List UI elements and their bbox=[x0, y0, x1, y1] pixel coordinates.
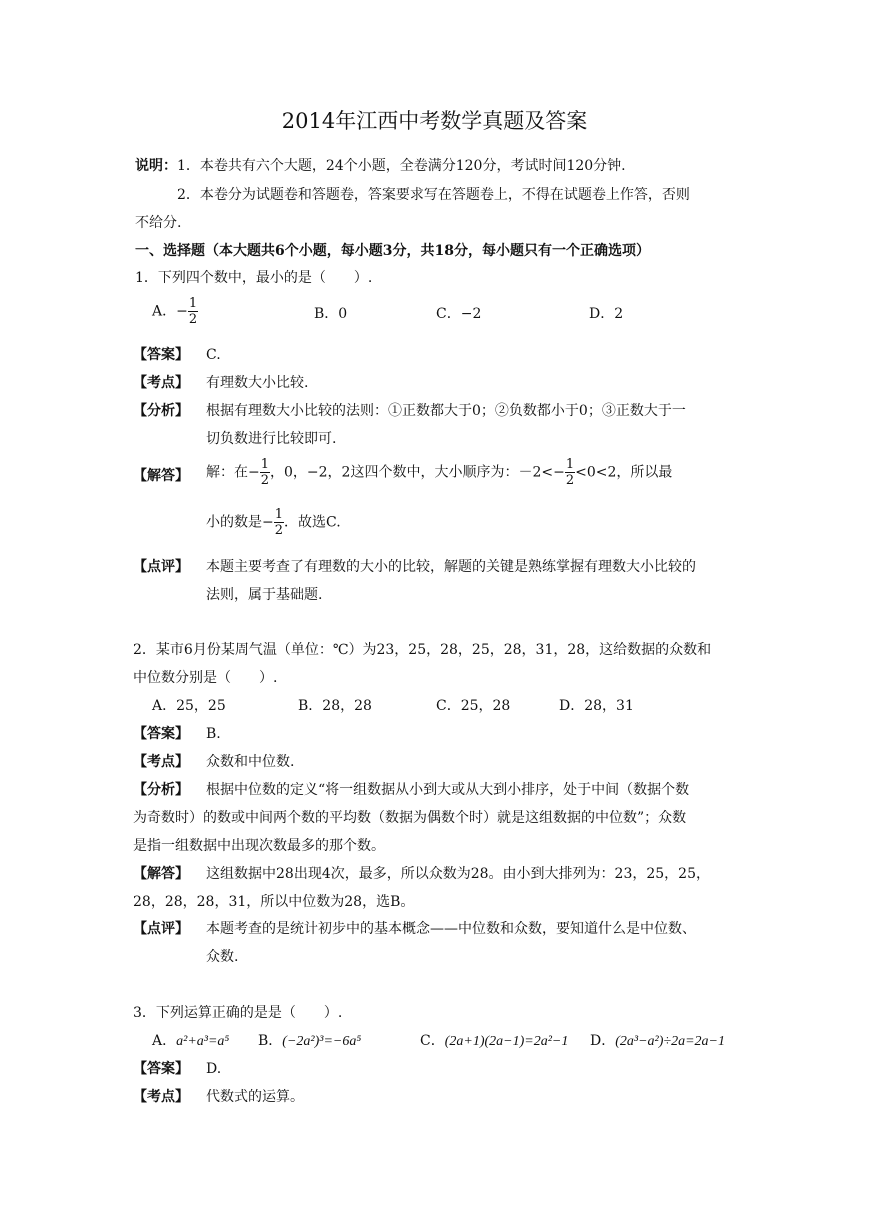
q1-answer: C. bbox=[206, 347, 221, 363]
q3-option-b-math: (−2a²)³=−6a⁵ bbox=[282, 1034, 362, 1049]
q1-stem: 1．下列四个数中，最小的是（ ）. bbox=[135, 270, 373, 286]
q2-point: 众数和中位数. bbox=[206, 754, 295, 770]
fraction-half: $\frac{1}{2}$ bbox=[565, 457, 575, 488]
q3-answer: D. bbox=[206, 1061, 222, 1077]
fraction-half: $\frac{1}{2}$ bbox=[260, 457, 270, 488]
q2-analysis-line-3: 是指一组数据中出现次数最多的那个数。 bbox=[133, 838, 385, 854]
q3-point-label: 【考点】 bbox=[133, 1089, 189, 1105]
q1-solution-line-1: 解：在− $\frac{1}{2}$ ，0，−2，2这四个数中，大小顺序为：－2<− $\frac{1}{2}$ <0<2，所以最 bbox=[206, 457, 673, 488]
q1-solution-line-2: 小的数是− $\frac{1}{2}$ ．故选C. bbox=[206, 507, 341, 538]
q2-solution-line-2: 28，28，28，31，所以中位数为28，选B。 bbox=[133, 894, 415, 910]
q3-option-c: C．(2a+1)(2a−1)=2a²−1 bbox=[420, 1033, 569, 1049]
q1-option-d: D．2 bbox=[589, 306, 624, 322]
fraction-numerator: 1 bbox=[188, 296, 198, 311]
q3-option-d: D．(2a³−a²)÷2a=2a−1 bbox=[590, 1033, 725, 1049]
notes-line-1 bbox=[135, 157, 626, 175]
q2-answer: B. bbox=[206, 726, 221, 742]
q2-answer-label: 【答案】 bbox=[133, 726, 189, 742]
q1-comment-line-2: 法则，属于基础题. bbox=[206, 587, 323, 603]
q2-point-label: 【考点】 bbox=[133, 754, 189, 770]
q1-comment-line-1: 本题主要考查了有理数的大小的比较，解题的关键是熟练掌握有理数大小比较的 bbox=[206, 559, 696, 575]
q2-option-c: C．25，28 bbox=[436, 698, 511, 714]
q3-option-b: B．(−2a²)³=−6a⁵ bbox=[258, 1033, 362, 1049]
q1-point: 有理数大小比较. bbox=[206, 375, 309, 391]
q3-option-c-math: (2a+1)(2a−1)=2a²−1 bbox=[444, 1034, 569, 1049]
note-1: 1．本卷共有六个大题，24个小题，全卷满分120分，考试时间120分钟. bbox=[177, 158, 626, 174]
q1-analysis-label: 【分析】 bbox=[133, 403, 189, 419]
q2-comment-line-1: 本题考查的是统计初步中的基本概念——中位数和众数，要知道什么是中位数、 bbox=[206, 921, 696, 937]
q3-option-a-math: a²+a³=a⁵ bbox=[176, 1034, 230, 1049]
q2-option-a: A．25，25 bbox=[152, 698, 226, 714]
q3-stem: 3．下列运算正确的是是（ ）. bbox=[133, 1005, 343, 1021]
q1-point-label: 【考点】 bbox=[133, 375, 189, 391]
q1-option-c: C．−2 bbox=[436, 306, 482, 322]
q3-option-a: A．a²+a³=a⁵ bbox=[152, 1033, 230, 1049]
q2-solution-line-1: 这组数据中28出现4次，最多，所以众数为28。由小到大排列为：23，25，25， bbox=[206, 866, 710, 882]
q2-analysis-line-1: 根据中位数的定义“将一组数据从小到大或从大到小排序，处于中间（数据个数 bbox=[206, 782, 690, 798]
q1-analysis-line-1: 根据有理数大小比较的法则：①正数都大于0；②负数都小于0；③正数大于一 bbox=[206, 403, 686, 419]
q2-stem-line-1: 2．某市6月份某周气温（单位：℃）为23，25，28，25，28，31，28，这给数据的众数和 bbox=[133, 642, 712, 658]
q2-analysis-line-2: 为奇数时）的数或中间两个数的平均数（数据为偶数个时）就是这组数据的中位数”；众数 bbox=[133, 810, 687, 826]
q2-analysis-label: 【分析】 bbox=[133, 782, 189, 798]
q2-stem-line-2: 中位数分别是（ ）. bbox=[133, 670, 278, 686]
q1-solution-label: 【解答】 bbox=[133, 468, 189, 484]
document-title: 2014年江西中考数学真题及答案 bbox=[281, 109, 588, 133]
q1-option-a-prefix: A．− bbox=[152, 303, 188, 320]
fraction-denominator: 2 bbox=[188, 312, 198, 327]
q1-answer-label: 【答案】 bbox=[133, 347, 189, 363]
note-2a: 2．本卷分为试题卷和答题卷，答案要求写在答题卷上，不得在试题卷上作答，否则 bbox=[177, 187, 690, 203]
q1-analysis-line-2: 切负数进行比较即可. bbox=[206, 431, 337, 447]
notes-label: 说明： bbox=[135, 158, 177, 174]
section-heading: 一、选择题（本大题共6个小题，每小题3分，共18分，每小题只有一个正确选项） bbox=[135, 243, 650, 259]
q2-comment-label: 【点评】 bbox=[133, 921, 189, 937]
fraction-half: $\frac{1}{2}$ bbox=[274, 507, 284, 538]
q1-option-a bbox=[152, 296, 198, 336]
q3-answer-label: 【答案】 bbox=[133, 1061, 189, 1077]
fraction-half bbox=[188, 296, 198, 327]
q3-point: 代数式的运算。 bbox=[206, 1089, 304, 1105]
q2-comment-line-2: 众数. bbox=[206, 949, 239, 965]
q3-option-d-math: (2a³−a²)÷2a=2a−1 bbox=[615, 1034, 725, 1049]
q1-option-b: B．0 bbox=[314, 306, 348, 322]
q2-option-b: B．28，28 bbox=[298, 698, 372, 714]
q2-solution-label: 【解答】 bbox=[133, 866, 189, 882]
note-2b: 不给分. bbox=[135, 215, 182, 231]
q2-option-d: D．28，31 bbox=[559, 698, 634, 714]
q1-comment-label: 【点评】 bbox=[133, 559, 189, 575]
